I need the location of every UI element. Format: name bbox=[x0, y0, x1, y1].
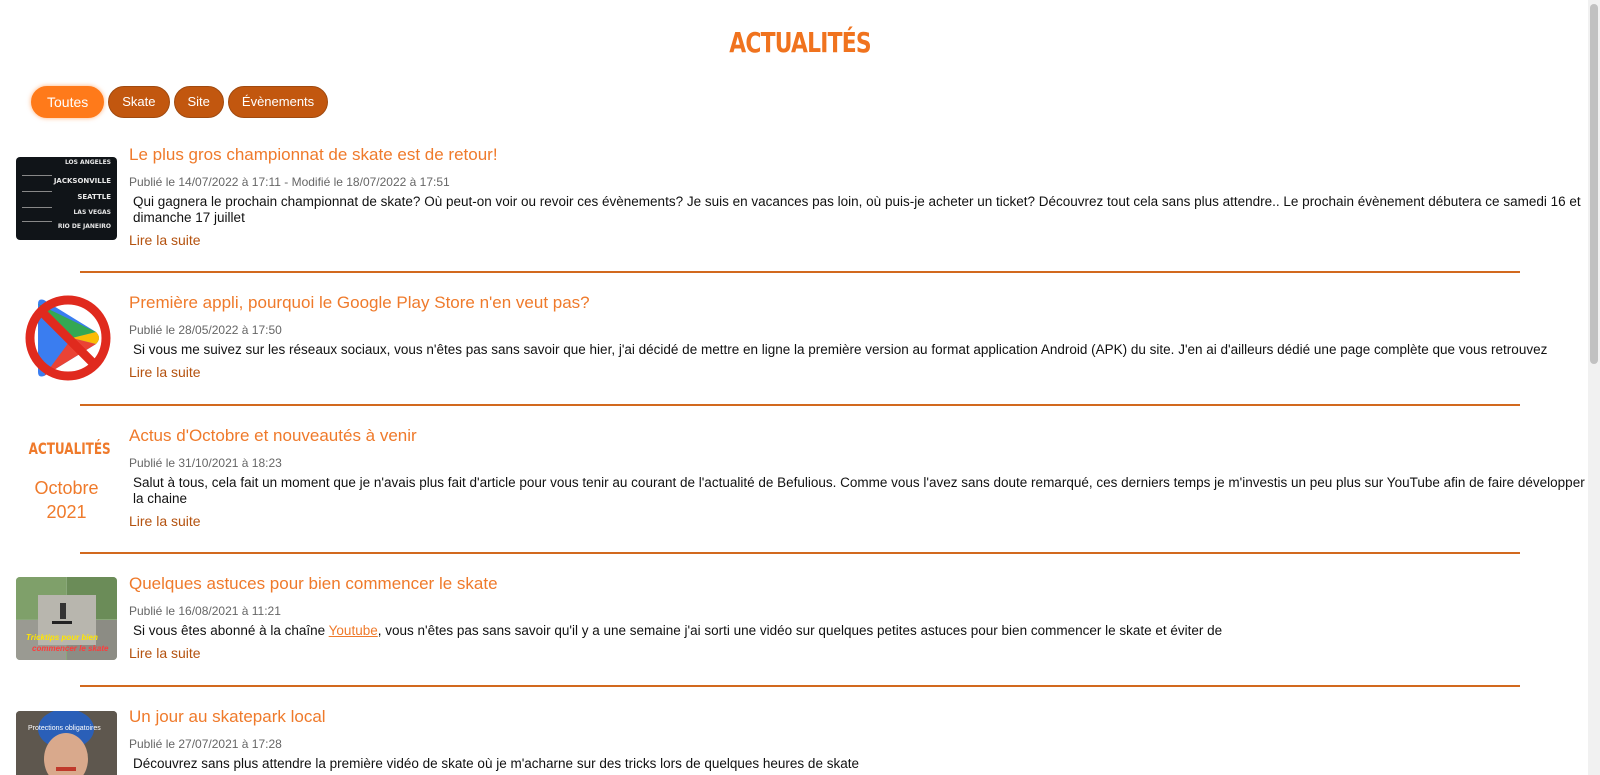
category-filters bbox=[31, 86, 328, 118]
thumb-city-label: LOS ANGELES bbox=[64, 159, 111, 166]
thumb-month: Octobre bbox=[34, 478, 99, 498]
article-title-link[interactable]: Actus d'Octobre et nouveautés à venir bbox=[129, 426, 417, 445]
article-title-link[interactable]: Un jour au skatepark local bbox=[129, 707, 326, 726]
summary-text: Si vous êtes abonné à la chaîne bbox=[133, 623, 329, 638]
article-summary: Salut à tous, cela fait un moment que je n'avais plus fait d'article pour vous tenir au courant de l'actualité de Befulious. Comme vous l'avez sans doute remarqué, ces derniers temps je m'investis un peu plus sur YouTube afin de faire développer la chaine bbox=[133, 475, 1585, 506]
article-meta: Publié le 31/10/2021 à 18:23 bbox=[129, 456, 282, 470]
filter-all-button[interactable]: Toutes bbox=[31, 86, 104, 118]
article-item bbox=[16, 573, 1576, 673]
article-content bbox=[129, 706, 1589, 772]
article-summary: Si vous me suivez sur les réseaux sociaux, vous n'êtes pas sans savoir que hier, j'ai décidé de mettre en ligne la première version au format application Android (APK) du site. J'en ai d'ailleurs dédié une page complète que vous retrouvez bbox=[133, 342, 1548, 357]
thumb-city-label: LAS VEGAS bbox=[73, 209, 111, 216]
article-item bbox=[16, 425, 1585, 535]
article-content bbox=[129, 292, 1589, 382]
article-thumbnail[interactable] bbox=[16, 711, 117, 775]
read-more-link[interactable]: Lire la suite bbox=[129, 645, 201, 661]
thumb-caption: Tricktips pour bien bbox=[26, 633, 98, 642]
scrollbar-thumb[interactable] bbox=[1590, 4, 1598, 364]
article-item bbox=[16, 144, 1581, 254]
article-divider bbox=[80, 404, 1520, 406]
page-scrollbar[interactable] bbox=[1588, 0, 1600, 775]
article-thumbnail[interactable] bbox=[16, 425, 117, 525]
read-more-link[interactable]: Lire la suite bbox=[129, 232, 201, 248]
article-divider bbox=[80, 685, 1520, 687]
thumb-caption: commencer le skate bbox=[32, 644, 109, 653]
read-more-link[interactable]: Lire la suite bbox=[129, 513, 201, 529]
filter-skate-button[interactable]: Skate bbox=[108, 86, 169, 118]
article-meta: Publié le 28/05/2022 à 17:50 bbox=[129, 323, 282, 337]
article-summary bbox=[129, 623, 1589, 639]
article-title-link[interactable]: Première appli, pourquoi le Google Play Store n'en veut pas? bbox=[129, 293, 590, 312]
article-divider bbox=[80, 271, 1520, 273]
thumb-caption: Protections obligatoires bbox=[28, 725, 101, 732]
summary-text: , vous n'êtes pas sans savoir qu'il y a une semaine j'ai sorti une vidéo sur quelques petites astuces pour bien commencer le skate et éviter de bbox=[377, 623, 1223, 638]
thumb-city-label: JACKSONVILLE bbox=[53, 177, 111, 185]
read-more-link[interactable]: Lire la suite bbox=[129, 364, 201, 380]
article-meta: Publié le 16/08/2021 à 11:21 bbox=[129, 604, 281, 618]
article-meta: Publié le 27/07/2021 à 17:28 bbox=[129, 737, 282, 751]
article-item bbox=[16, 706, 1576, 775]
youtube-link[interactable]: Youtube bbox=[328, 623, 378, 638]
thumb-city-label: RIO DE JANEIRO bbox=[57, 223, 111, 230]
article-title-link[interactable]: Le plus gros championnat de skate est de retour! bbox=[129, 145, 498, 164]
article-title-link[interactable]: Quelques astuces pour bien commencer le skate bbox=[129, 574, 498, 593]
article-content bbox=[129, 573, 1589, 663]
thumb-year: 2021 bbox=[46, 502, 87, 522]
no-google-play-icon[interactable] bbox=[16, 292, 117, 384]
article-thumbnail[interactable] bbox=[16, 577, 117, 660]
article-summary: Qui gagnera le prochain championnat de skate? Où peut-on voir ou revoir ces évènements? Je suis en vacances pas loin, où puis-je acheter un ticket? Découvrez tout cela sans plus attendre.. Le prochain évènement débutera ce samedi 16 et dimanche 17 juillet bbox=[133, 194, 1581, 225]
filter-site-button[interactable]: Site bbox=[174, 86, 224, 118]
article-summary: Découvrez sans plus attendre la première vidéo de skate où je m'acharne sur des tricks lors de quelques heures de skate bbox=[133, 756, 859, 771]
article-divider bbox=[80, 552, 1520, 554]
article-item bbox=[16, 292, 1576, 392]
article-meta: Publié le 14/07/2022 à 17:11 - Modifié le 18/07/2022 à 17:51 bbox=[129, 175, 450, 189]
filter-events-button[interactable]: Évènements bbox=[228, 86, 328, 118]
article-content bbox=[129, 144, 1589, 250]
article-content bbox=[129, 425, 1589, 531]
thumb-city-label: SEATTLE bbox=[77, 193, 111, 201]
article-thumbnail[interactable] bbox=[16, 157, 117, 240]
page-title: ACTUALITÉS bbox=[729, 26, 871, 59]
thumb-title: ACTUALITÉS bbox=[28, 439, 111, 458]
